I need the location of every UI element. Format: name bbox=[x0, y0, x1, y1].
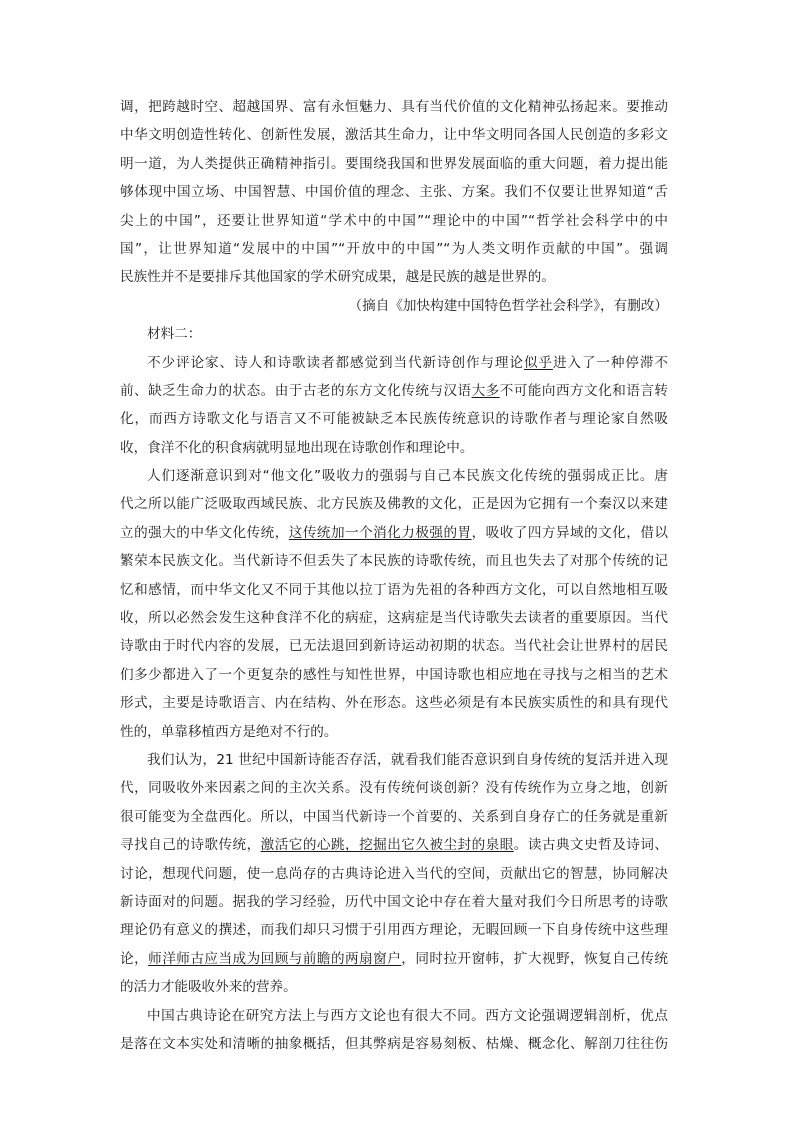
text-line: 前、缺乏生命力的状态。由于古老的东方文化传统与汉语大多不可能向西方文化和语言转 bbox=[120, 382, 669, 399]
paragraph bbox=[120, 462, 668, 746]
text-line: 寻找自己的诗歌传统，激活它的心跳，挖掘出它久被尘封的泉眼。读古典文史哲及诗词、 bbox=[120, 837, 669, 854]
underlined-phrase: 似乎 bbox=[523, 354, 553, 371]
text-line: 代之所以能广泛吸取西域民族、北方民族及佛教的文化，正是因为它拥有一个秦汉以来建 bbox=[120, 496, 668, 513]
text-line: 代，同吸收外来因素之间的主次关系。没有传统何谈创新？没有传统作为立身之地，创新 bbox=[120, 780, 668, 797]
text-line: 人们逐渐意识到对“他文化”吸收力的强弱与自己本民族文化传统的强弱成正比。唐 bbox=[147, 468, 668, 485]
text-line: 性的，单靠移植西方是绝对不行的。 bbox=[120, 723, 338, 740]
text-line: 是落在文本实处和清晰的抽象概括，但其弊病是容易刻板、枯燥、概念化、解剖刀往往伤 bbox=[120, 1035, 668, 1052]
citation-line: （摘自《加快构建中国特色哲学社会科学》，有删改） bbox=[348, 297, 668, 314]
text-line: 立的强大的中华文化传统，这传统加一个消化力极强的胃，吸收了四方异域的文化，借以 bbox=[120, 524, 669, 541]
text-line: 的活力才能吸收外来的营养。 bbox=[120, 979, 297, 996]
paragraph bbox=[120, 1002, 668, 1059]
paragraph-material-one-end bbox=[120, 93, 668, 292]
underlined-phrase: 师洋师古应当成为回顾与前瞻的两扇窗户 bbox=[148, 950, 402, 967]
text-line: 诗歌由于时代内容的发展，已无法退回到新诗运动初期的状态。当代社会让世界村的居民 bbox=[120, 638, 668, 655]
text-line: 论，师洋师古应当成为回顾与前瞻的两扇窗户，同时拉开窗帏，扩大视野，恢复自己传统 bbox=[120, 950, 669, 967]
underlined-phrase: 大多 bbox=[471, 382, 500, 399]
section-heading-material-two bbox=[120, 320, 668, 348]
text-line: 收，所以必然会发生这种食洋不化的病症，这病症是当代诗歌失去读者的重要原因。当代 bbox=[120, 610, 668, 627]
text-line: 形式，主要是诗歌语言、内在结构、外在形态。这些必须是有本民族实质性的和具有现代 bbox=[120, 695, 668, 712]
underlined-phrase: 这传统加一个消化力极强的胃 bbox=[288, 524, 472, 541]
text-line: 繁荣本民族文化。当代新诗不但丢失了本民族的诗歌传统，而且也失去了对那个传统的记 bbox=[120, 553, 668, 570]
text-line: 调，把跨越时空、超越国界、富有永恒魅力、具有当代价值的文化精神弘扬起来。要推动 bbox=[120, 99, 668, 115]
text-line: 够体现中国立场、中国智慧、中国价值的理念、主张、方案。我们不仅要让世界知道“舌 bbox=[120, 184, 668, 201]
text-line: 我们认为，21 世纪中国新诗能否存活，就看我们能否意识到自身传统的复活并进入现 bbox=[147, 751, 668, 768]
text-line: 们多少都进入了一个更复杂的感性与知性世界，中国诗歌也相应地在寻找与之相当的艺术 bbox=[120, 666, 668, 683]
document-page bbox=[120, 93, 668, 1058]
text-line: 收，食洋不化的积食病就明显地出现在诗歌创作和理论中。 bbox=[120, 439, 474, 456]
text-line: 不少评论家、诗人和诗歌读者都感觉到当代新诗创作与理论似乎进入了一种停滞不 bbox=[147, 354, 669, 371]
paragraph bbox=[120, 746, 668, 1002]
text-line: 中国古典诗论在研究方法上与西方文论也有很大不同。西方文论强调逻辑剖析，优点 bbox=[147, 1007, 668, 1024]
text-line: 很可能变为全盘西化。所以，中国当代新诗一个首要的、关系到自身存亡的任务就是重新 bbox=[120, 808, 668, 825]
source-citation bbox=[120, 292, 668, 320]
paragraph bbox=[120, 349, 668, 463]
text-line: 国”，让世界知道“发展中的中国”“开放中的中国”“为人类文明作贡献的中国”。强调 bbox=[120, 240, 668, 257]
text-line: 明一道，为人类提供正确精神指引。要围绕我国和世界发展面临的重大问题，着力提出能 bbox=[120, 155, 668, 172]
heading-line: 材料二： bbox=[147, 326, 202, 343]
text-line: 民族性并不是要排斥其他国家的学术研究成果，越是民族的越是世界的。 bbox=[120, 269, 555, 286]
text-line: 讨论，想现代问题，使一息尚存的古典诗论进入当代的空间，贡献出它的智慧，协同解决 bbox=[120, 865, 668, 882]
text-line: 忆和感情，而中华文化又不同于其他以拉丁语为先祖的各种西方文化，可以自然地相互吸 bbox=[120, 581, 668, 598]
text-line: 化，而西方诗歌文化与语言又不可能被缺乏本民族传统意识的诗歌作者与理论家自然吸 bbox=[120, 411, 668, 428]
text-line: 新诗面对的问题。据我的学习经验，历代中国文论中存在着大量对我们今日所思考的诗歌 bbox=[120, 893, 668, 910]
underlined-phrase: 激活它的心跳，挖掘出它久被尘封的泉眼 bbox=[260, 837, 514, 854]
text-line: 尖上的中国”，还要让世界知道“学术中的中国”“理论中的中国”“哲学社会科学中的中 bbox=[120, 212, 668, 229]
text-line: 理论仍有意义的撰述，而我们却只习惯于引用西方理论，无暇回顾一下自身传统中这些理 bbox=[120, 922, 668, 939]
text-line: 中华文明创造性转化、创新性发展，激活其生命力，让中华文明同各国人民创造的多彩文 bbox=[120, 127, 668, 144]
